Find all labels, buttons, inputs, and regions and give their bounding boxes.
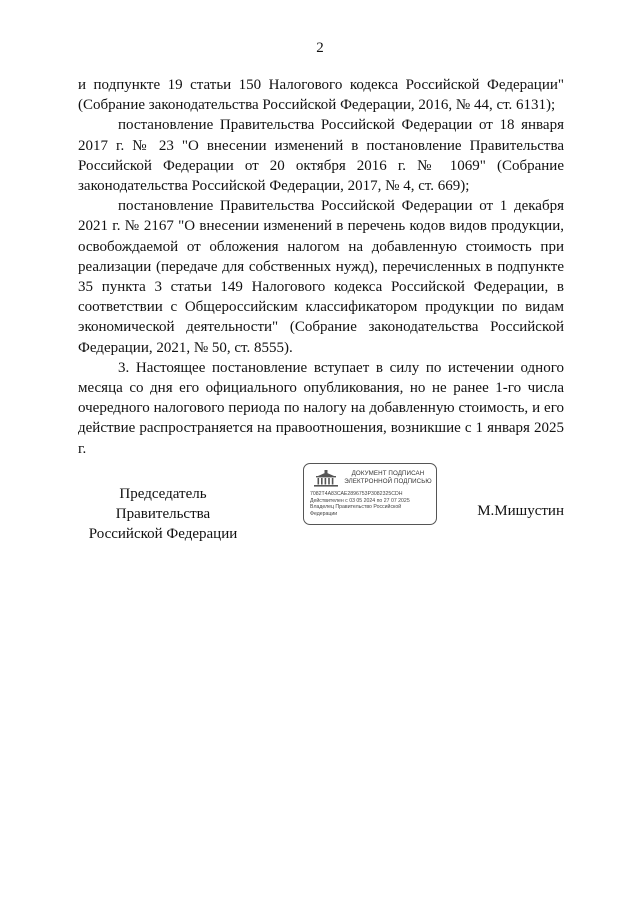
text-line: от 1 декабря 2021 г. № 2167 "О внесении изменений в перечень кодов <box>78 198 564 235</box>
stamp-title <box>344 470 432 485</box>
electronic-signature-stamp <box>303 463 437 525</box>
stamp-validity: Действителен с 03 05 2024 по 27 07 2025 <box>310 497 410 504</box>
text-line: и его действие распространяется на правоотношения, возникшие <box>78 400 564 437</box>
text-line: перечисленных в подпункте 35 пункта 3 статьи 149 Налогового кодекса <box>78 258 564 296</box>
text-line: стоимость при реализации (передаче для собственных нужд), <box>78 238 564 275</box>
text-line: видов продукции, освобождаемой от обложения налогом на добавленную <box>78 218 564 255</box>
paragraph-4 <box>78 358 564 459</box>
paragraph-3 <box>78 196 564 358</box>
text-line: постановление Правительства Российской Федерации <box>118 198 480 215</box>
text-line: классификатором продукции по видам экономической деятельности" <box>78 299 564 336</box>
stamp-certificate: 7082Т4А83САЕ2896753Р3082325СDH <box>310 491 403 497</box>
stamp-details <box>310 491 434 517</box>
text-line: очередного налогового периода по налогу на добавленную стоимость, <box>78 400 533 417</box>
text-line: и подпункте 19 статьи 150 Налогового кодекса Российской Федерации" <box>78 77 564 93</box>
government-building-icon <box>312 470 340 488</box>
paragraph-1 <box>78 75 564 115</box>
signer-position <box>78 484 248 544</box>
document-body <box>78 75 564 459</box>
text-line: 3. Настоящее постановление вступает в силу по истечении одного <box>118 359 564 376</box>
text-line: постановление Правительства Российской Федерации <box>118 117 479 134</box>
text-line: (Собрание законодательства Российской Федерации, 2017, № 4, ст. 669); <box>78 157 564 195</box>
text-line: Российской Федерации, в соответствии с Общероссийским <box>78 279 564 316</box>
stamp-owner: Владелец Правительство Российской <box>310 504 402 511</box>
text-line: месяца со дня его официального опубликования, но не ранее 1-го числа <box>78 380 564 397</box>
text-line: (Собрание законодательства Российской Федерации, 2021, № 50, ст. 8555). <box>78 319 564 356</box>
stamp-title-line: ДОКУМЕНТ ПОДПИСАН <box>351 470 425 477</box>
signer-position-line: Председатель Правительства <box>115 486 211 522</box>
text-line: (Собрание законодательства Российской Федерации, 2016, № 44, ст. 6131); <box>78 97 556 114</box>
text-line: Правительства Российской Федерации от 20 октября 2016 г. № 1069" <box>78 137 564 174</box>
stamp-owner: Федерации <box>310 510 338 517</box>
signer-name: М.Мишустин <box>477 503 564 519</box>
text-line: с 1 января 2025 г. <box>78 420 565 457</box>
page-number: 2 <box>316 40 324 56</box>
text-line: от 18 января 2017 г. № 23 "О внесении изменений в постановление <box>78 117 564 154</box>
stamp-title-line: ЭЛЕКТРОННОЙ ПОДПИСЬЮ <box>344 477 432 485</box>
paragraph-2 <box>78 115 564 196</box>
signer-position-line: Российской Федерации <box>88 526 238 542</box>
